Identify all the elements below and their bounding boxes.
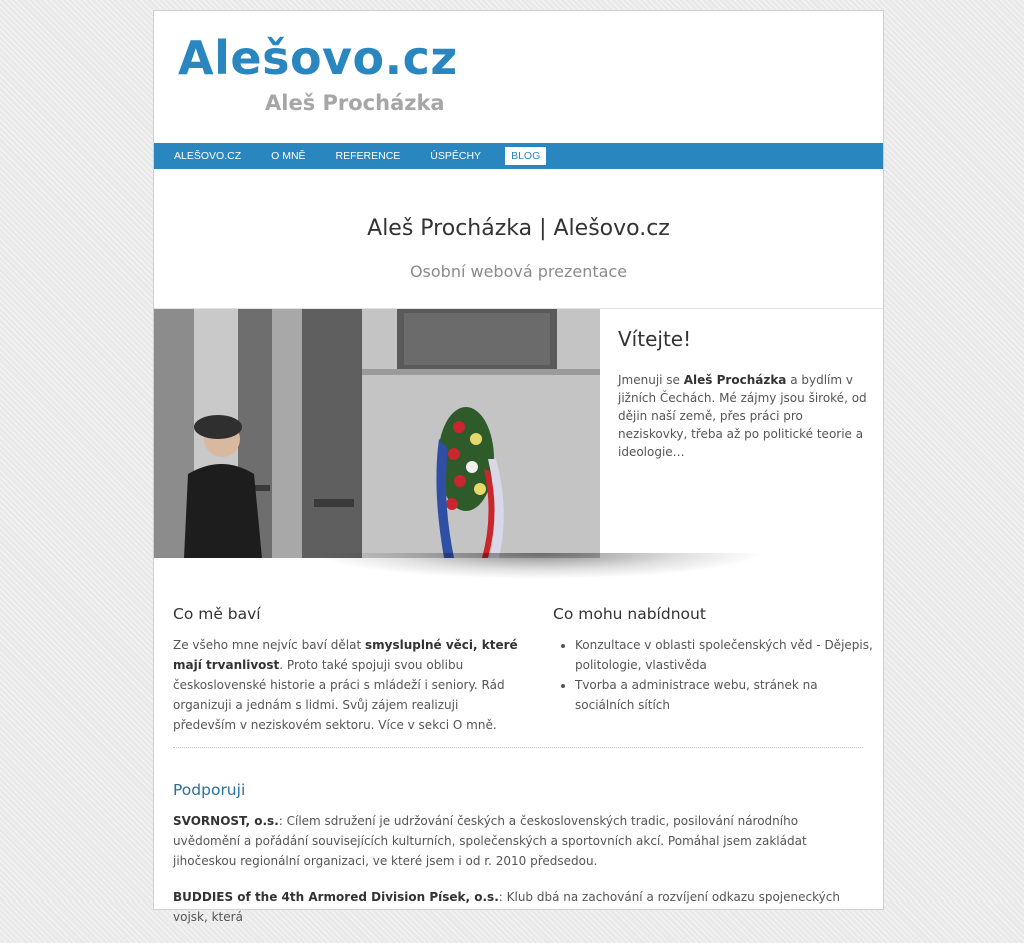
enjoy-highlight: smysluplné věci, které mají trvanlivost <box>173 638 518 672</box>
hero-title: Aleš Procházka | Alešovo.cz <box>367 216 670 241</box>
offer-list <box>553 635 873 715</box>
offer-section <box>553 605 873 715</box>
support-item-svornost <box>173 811 868 871</box>
nav-item-reference[interactable]: REFERENCE <box>335 150 401 162</box>
support-item-text: : Klub dbá na zachování a rozvíjení odkazu spojeneckých vojsk, která <box>173 890 840 924</box>
enjoy-text <box>173 635 523 735</box>
main-nav <box>154 143 883 169</box>
nav-item-alesovo[interactable]: ALEŠOVO.CZ <box>174 150 242 162</box>
welcome-title: Vítejte! <box>618 327 692 351</box>
enjoy-section <box>173 605 523 735</box>
welcome-text-rest: a bydlím v jižních Čechách. Mé zájmy jsou široké, od dějin naší země, přes práci pro neziskovky, třeba až po politické teorie a ideologie… <box>618 373 867 459</box>
site-header <box>154 11 883 143</box>
hero-subtitle: Osobní webová prezentace <box>409 262 628 281</box>
support-item-name: BUDDIES of the 4th Armored Division Písek, o.s. <box>173 890 499 904</box>
support-item-text: : Cílem sdružení je udržování českých a československých tradic, posilování národního uvědomění a pořádání souvisejících kulturních, společenských a sportovních akcí. Pomáhal jsem zakládat jihočeskou regionální organizaci, ve které jsem i od r. 2010 předsedou. <box>173 814 807 868</box>
section-divider <box>173 747 863 748</box>
enjoy-text-rest: . Proto také spojuji svou oblibu československé historie a práci s mládeží i seniory. Rád organizuji a jednám s lidmi. Svůj zájem realizuji především v neziskovém sektoru. Více v sekci O mně. <box>173 658 505 732</box>
offer-title: Co mohu nabídnout <box>553 605 706 623</box>
offer-item-consulting: • Konzultace v oblasti společenských věd - Dějepis, politologie, vlastivěda <box>575 635 873 675</box>
photo-shadow <box>314 553 764 579</box>
nav-item-o-mne[interactable]: O MNĚ <box>271 150 306 162</box>
welcome-text <box>618 371 868 461</box>
welcome-name: Aleš Procházka <box>683 373 787 387</box>
support-title: Podporuji <box>173 781 246 799</box>
enjoy-title: Co mě baví <box>173 605 261 623</box>
welcome-text-intro: Jmenuji se <box>618 373 684 387</box>
nav-item-uspechy[interactable]: ÚSPĚCHY <box>430 150 482 162</box>
support-item-name: SVORNOST, o.s. <box>173 814 279 828</box>
page-container <box>153 10 884 924</box>
support-item-buddies <box>173 887 868 927</box>
offer-item-web: • Tvorba a administrace webu, stránek na sociálních sítích <box>575 675 873 715</box>
enjoy-text-intro: Ze všeho mne nejvíc baví dělat <box>173 638 366 652</box>
site-tagline: Aleš Procházka <box>265 91 445 115</box>
nav-item-blog[interactable]: BLOG <box>505 147 546 165</box>
hero-photo <box>154 309 600 558</box>
site-logo[interactable]: Alešovo.cz <box>178 31 458 85</box>
support-section <box>173 781 868 943</box>
welcome-box <box>618 327 868 461</box>
